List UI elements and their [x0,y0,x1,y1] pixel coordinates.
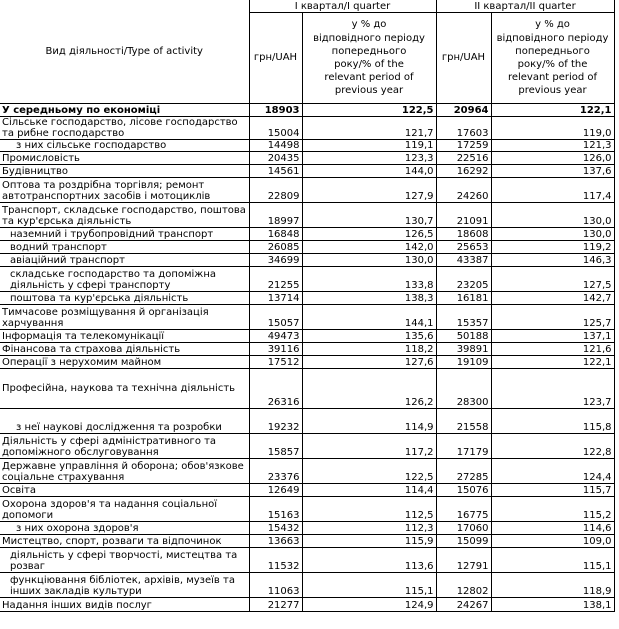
q2-pct-cell: 142,7 [491,292,614,305]
activity-name-cell: з них охорона здоров'я [0,522,249,535]
table-row-total [0,104,614,117]
table-row [0,343,614,356]
q1-pct-cell: 144,1 [302,305,436,330]
table-row [0,305,614,330]
q2-pct-cell: 137,1 [491,330,614,343]
activity-name-cell: Будівництво [0,165,249,178]
q2-pct-cell: 126,0 [491,152,614,165]
table-row [0,484,614,497]
pct-header-line: попереднього [331,45,407,57]
q2-uah-cell: 16181 [436,292,491,305]
activity-name-cell: Оптова та роздрібна торгівля; ремонт автотранспортних засобів і мотоциклів [0,178,249,203]
q2-uah-cell: 23205 [436,267,491,292]
q2-uah-cell: 17259 [436,140,491,152]
activity-name-cell: Тимчасове розміщування й організація харчування [0,305,249,330]
q1-pct-cell: 121,7 [302,117,436,140]
q2-pct-cell: 124,4 [491,459,614,484]
pct-header-line: року/% of the [517,59,588,70]
activity-name-cell: Професійна, наукова та технічна діяльність [0,369,249,409]
q1-pct-cell: 112,3 [302,522,436,535]
q1-uah-cell: 13714 [249,292,302,305]
q1-pct-cell: 130,0 [302,254,436,267]
q2-pct-cell: 115,7 [491,484,614,497]
activity-name-cell: з них сільське господарство [0,140,249,152]
q1-pct-cell: 126,2 [302,369,436,409]
q2-uah-cell: 43387 [436,254,491,267]
q2-pct-cell: 122,1 [491,356,614,369]
q2-uah-cell: 24267 [436,598,491,612]
q2-uah-cell: 17179 [436,434,491,459]
activity-name-cell: Промисловість [0,152,249,165]
q2-uah-cell: 12802 [436,573,491,598]
q1-pct-cell: 138,3 [302,292,436,305]
q2-uah-header: грн/UAH [436,13,491,104]
activity-name-cell: Сільське господарство, лісове господарство та рибне господарство [0,117,249,140]
q2-uah-cell: 16775 [436,497,491,522]
pct-header-line: відповідного періоду [313,32,425,44]
q2-uah-cell: 21091 [436,203,491,228]
table-row [0,330,614,343]
activity-name-cell: Транспорт, складське господарство, поштова та кур'єрська діяльність [0,203,249,228]
table-row [0,573,614,598]
q1-pct-cell: 119,1 [302,140,436,152]
q1-pct-cell: 114,4 [302,484,436,497]
q1-uah-cell: 19232 [249,409,302,434]
q1-pct-cell: 115,9 [302,535,436,548]
pct-header-line: relevant period of [507,72,598,84]
q2-column-header: II квартал/II quarter [436,0,614,13]
q2-uah-cell: 39891 [436,343,491,356]
q2-pct-cell: 115,8 [491,409,614,434]
activity-column-header: Вид діяльності/Type of activity [0,0,249,104]
q2-pct-cell: 123,7 [491,369,614,409]
q1-uah-cell: 13663 [249,535,302,548]
q1-uah-cell: 22809 [249,178,302,203]
q2-uah-cell: 50188 [436,330,491,343]
q1-uah-cell: 15163 [249,497,302,522]
q2-uah-cell: 27285 [436,459,491,484]
q2-pct-header [491,13,614,104]
q2-uah-cell: 19109 [436,356,491,369]
q1-uah-cell: 18997 [249,203,302,228]
q1-uah-cell: 16848 [249,228,302,241]
q1-uah-cell: 21255 [249,267,302,292]
q2-uah-cell: 15099 [436,535,491,548]
q2-uah-cell: 28300 [436,369,491,409]
q2-uah-cell: 16292 [436,165,491,178]
q1-uah-cell: 15857 [249,434,302,459]
table-row [0,497,614,522]
q1-pct-cell: 130,7 [302,203,436,228]
q2-pct-cell: 121,6 [491,343,614,356]
q2-uah-cell: 17603 [436,117,491,140]
table-row [0,254,614,267]
q2-pct-cell: 109,0 [491,535,614,548]
q2-pct-cell: 138,1 [491,598,614,612]
q2-uah-cell: 12791 [436,548,491,573]
q1-uah-cell: 12649 [249,484,302,497]
q1-uah-cell: 26085 [249,241,302,254]
activity-name-cell: складське господарство та допоміжна діяльність у сфері транспорту [0,267,249,292]
table-row [0,267,614,292]
q1-pct-cell: 144,0 [302,165,436,178]
activity-name-cell: авіаційний транспорт [0,254,249,267]
q2-uah-cell: 15076 [436,484,491,497]
q1-uah-cell: 18903 [249,104,302,117]
q2-pct-cell: 115,1 [491,548,614,573]
q2-pct-cell: 125,7 [491,305,614,330]
q1-uah-cell: 15432 [249,522,302,535]
pct-header-line: відповідного періоду [496,32,609,44]
q1-pct-cell: 124,9 [302,598,436,612]
q2-uah-cell: 17060 [436,522,491,535]
activity-name-cell: Освіта [0,484,249,497]
q2-pct-cell: 114,6 [491,522,614,535]
table-row [0,356,614,369]
q1-pct-cell: 112,5 [302,497,436,522]
q1-column-header: I квартал/I quarter [249,0,436,13]
activity-name-cell: Державне управління й оборона; обов'язкове соціальне страхування [0,459,249,484]
table-row [0,434,614,459]
q1-pct-cell: 127,9 [302,178,436,203]
table-row [0,117,614,140]
q2-pct-cell: 122,1 [491,104,614,117]
q1-pct-cell: 122,5 [302,104,436,117]
table-row [0,369,614,409]
table-row [0,165,614,178]
q1-uah-cell: 17512 [249,356,302,369]
activity-name-cell: Операції з нерухомим майном [0,356,249,369]
activity-name-cell: функціювання бібліотек, архівів, музеїв та інших закладів культури [0,573,249,598]
q1-uah-header: грн/UAH [249,13,302,104]
q2-uah-cell: 25653 [436,241,491,254]
q2-pct-cell: 119,2 [491,241,614,254]
q1-pct-cell: 113,6 [302,548,436,573]
table-row [0,409,614,434]
q1-pct-cell: 127,6 [302,356,436,369]
activity-name-cell: У середньому по економіці [0,104,249,117]
q1-pct-cell: 133,8 [302,267,436,292]
q2-pct-cell: 121,3 [491,140,614,152]
q1-pct-cell: 126,5 [302,228,436,241]
pct-header-line: у % до [535,19,570,31]
activity-name-cell: Охорона здоров'я та надання соціальної допомоги [0,497,249,522]
q1-uah-cell: 21277 [249,598,302,612]
activity-name-cell: поштова та кур'єрська діяльність [0,292,249,305]
q1-pct-cell: 115,1 [302,573,436,598]
table-row [0,241,614,254]
pct-header-line: у % до [351,19,387,31]
q1-uah-cell: 23376 [249,459,302,484]
q1-pct-cell: 122,5 [302,459,436,484]
q1-uah-cell: 15057 [249,305,302,330]
activity-name-cell: наземний і трубопровідний транспорт [0,228,249,241]
pct-header-line: relevant period of [324,72,414,84]
table-row [0,522,614,535]
q1-pct-cell: 123,3 [302,152,436,165]
table-row [0,178,614,203]
table-row [0,152,614,165]
q2-pct-cell: 130,0 [491,228,614,241]
q2-pct-cell: 119,0 [491,117,614,140]
pct-header-line: previous year [518,85,587,97]
table-row [0,548,614,573]
table-row [0,140,614,152]
q2-pct-cell: 130,0 [491,203,614,228]
q1-pct-cell: 135,6 [302,330,436,343]
table-row [0,535,614,548]
q2-uah-cell: 21558 [436,409,491,434]
activity-name-cell: Інформація та телекомунікації [0,330,249,343]
q1-uah-cell: 15004 [249,117,302,140]
q2-uah-cell: 22516 [436,152,491,165]
table-body [0,104,614,612]
q1-uah-cell: 11532 [249,548,302,573]
activity-name-cell: водний транспорт [0,241,249,254]
activity-name-cell: з неї наукові дослідження та розробки [0,409,249,434]
activity-name-cell: Фінансова та страхова діяльність [0,343,249,356]
q2-pct-cell: 117,4 [491,178,614,203]
q1-pct-cell: 142,0 [302,241,436,254]
pct-header-line: previous year [334,85,404,97]
q2-pct-cell: 122,8 [491,434,614,459]
q2-pct-cell: 137,6 [491,165,614,178]
table-row [0,203,614,228]
q2-pct-cell: 115,2 [491,497,614,522]
q2-uah-cell: 15357 [436,305,491,330]
q2-pct-cell: 146,3 [491,254,614,267]
q1-uah-cell: 11063 [249,573,302,598]
q1-uah-cell: 20435 [249,152,302,165]
table-row [0,598,614,612]
q1-uah-cell: 26316 [249,369,302,409]
q2-uah-cell: 18608 [436,228,491,241]
q1-pct-header [302,13,436,104]
activity-name-cell: Мистецтво, спорт, розваги та відпочинок [0,535,249,548]
table-row [0,228,614,241]
activity-name-cell: Надання інших видів послуг [0,598,249,612]
q2-uah-cell: 20964 [436,104,491,117]
q1-uah-cell: 14561 [249,165,302,178]
pct-header-line: попереднього [515,45,590,57]
q1-pct-cell: 117,2 [302,434,436,459]
q1-uah-cell: 14498 [249,140,302,152]
q1-pct-cell: 114,9 [302,409,436,434]
pct-header-line: року/% of the [334,59,404,70]
activity-name-cell: діяльність у сфері творчості, мистецтва та розваг [0,548,249,573]
table-row [0,292,614,305]
q1-uah-cell: 39116 [249,343,302,356]
table-row [0,459,614,484]
q1-uah-cell: 49473 [249,330,302,343]
q1-uah-cell: 34699 [249,254,302,267]
q1-pct-cell: 118,2 [302,343,436,356]
q2-uah-cell: 24260 [436,178,491,203]
q2-pct-cell: 118,9 [491,573,614,598]
activity-name-cell: Діяльність у сфері адміністративного та допоміжного обслуговування [0,434,249,459]
q2-pct-cell: 127,5 [491,267,614,292]
